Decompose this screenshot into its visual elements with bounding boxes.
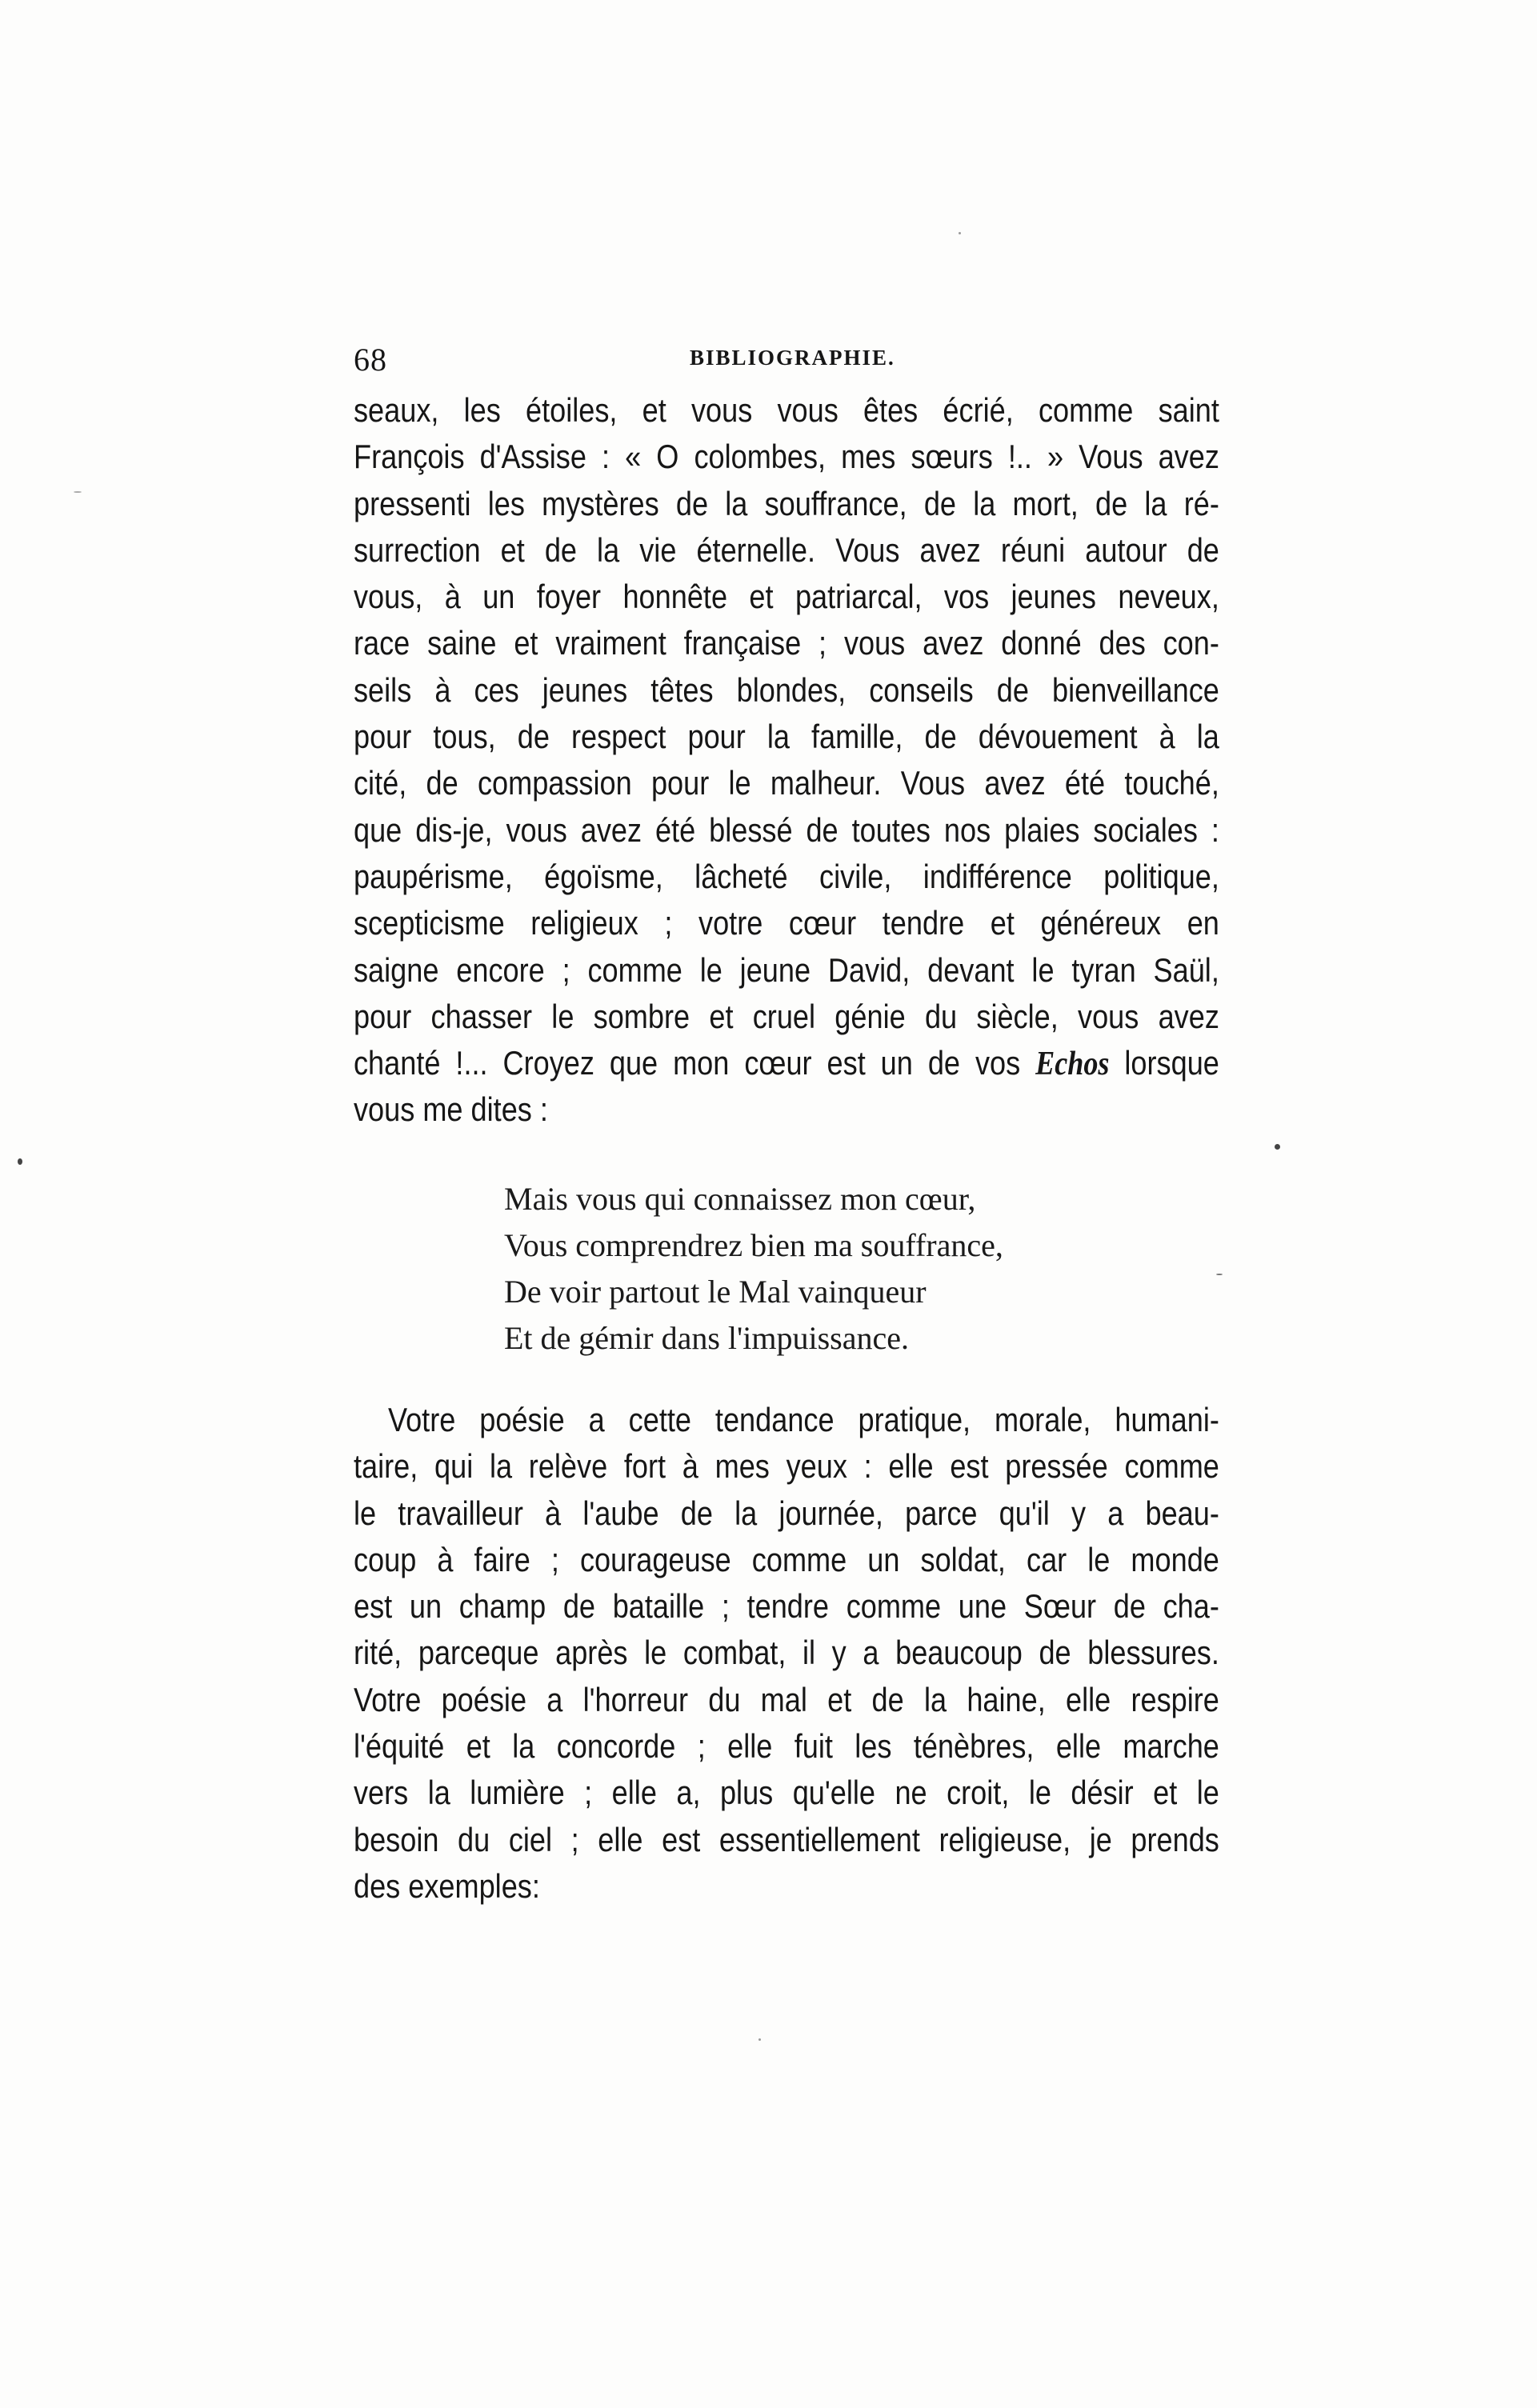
- paragraph-1-last-line: vous me dites :: [354, 1090, 548, 1129]
- paragraph-1-line: pressenti les mystères de la souffrance, de la mort, de la ré-: [354, 484, 1219, 522]
- paragraph-1: [354, 387, 1219, 1134]
- paragraph-2-line: Votre poésie a l'horreur du mal et de la haine, elle respire: [354, 1680, 1219, 1718]
- paragraph-1-line: race saine et vraiment française ; vous avez donné des con-: [354, 624, 1219, 662]
- paragraph-1-line: scepticisme religieux ; votre cœur tendre et généreux en: [354, 904, 1219, 942]
- verse-stanza: [504, 1176, 1003, 1362]
- paragraph-1-line: vous, à un foyer honnête et patriarcal, vos jeunes neveux,: [354, 578, 1219, 616]
- paragraph-2-line: taire, qui la relève fort à mes yeux : elle est pressée comme: [354, 1447, 1219, 1486]
- paragraph-1-line: cité, de compassion pour le malheur. Vous avez été touché,: [354, 764, 1219, 802]
- paragraph-2-line: vers la lumière ; elle a, plus qu'elle ne croit, le désir et le: [354, 1774, 1219, 1812]
- running-head: [354, 334, 1219, 387]
- scan-speck: [758, 2038, 761, 2041]
- main-text-block: [354, 334, 1219, 1134]
- verse-line: Vous comprendrez bien ma souffrance,: [504, 1227, 1003, 1263]
- line-text-before-italic: chanté !... Croyez que mon cœur est un de vos: [354, 1044, 1036, 1082]
- paragraph-1-line: seils à ces jeunes têtes blondes, conseils de bienveillance: [354, 670, 1219, 709]
- paragraph-2-line: Votre poésie a cette tendance pratique, morale, humani-: [388, 1401, 1219, 1438]
- italic-title-echos: Echos: [1035, 1046, 1110, 1083]
- paragraph-2-line: est un champ de bataille ; tendre comme une Sœur de cha-: [354, 1587, 1219, 1626]
- paragraph-2-line: coup à faire ; courageuse comme un soldat, car le monde: [354, 1540, 1219, 1578]
- paragraph-1-line-with-italic: [354, 1040, 1219, 1086]
- paragraph-1-line: seaux, les étoiles, et vous vous êtes écrié, comme saint: [354, 391, 1219, 429]
- verse-line: Mais vous qui connaissez mon cœur,: [504, 1181, 976, 1217]
- verse-line: Et de gémir dans l'impuissance.: [504, 1320, 909, 1356]
- paragraph-1-line: pour tous, de respect pour la famille, de dévouement à la: [354, 718, 1219, 756]
- paragraph-1-line: saigne encore ; comme le jeune David, devant le tyran Saül,: [354, 950, 1219, 989]
- paragraph-2-last-line: des exemples:: [354, 1866, 540, 1905]
- paragraph-1-line: paupérisme, égoïsme, lâcheté civile, indifférence politique,: [354, 857, 1219, 895]
- scan-speck: [1275, 1144, 1280, 1150]
- paragraph-1-line: surrection et de la vie éternelle. Vous avez réuni autour de: [354, 530, 1219, 569]
- scan-speck: [74, 491, 82, 493]
- paragraph-2-line: besoin du ciel ; elle est essentiellement religieuse, je prends: [354, 1820, 1219, 1858]
- line-text-after-italic: lorsque: [1109, 1044, 1219, 1082]
- scan-speck: [1216, 1274, 1223, 1275]
- running-title: BIBLIOGRAPHIE.: [690, 346, 895, 370]
- paragraph-2-line: l'équité et la concorde ; elle fuit les ténèbres, elle marche: [354, 1727, 1219, 1766]
- scan-speck: [959, 232, 961, 234]
- verse-line: De voir partout le Mal vainqueur: [504, 1274, 927, 1310]
- paragraph-1-line: François d'Assise : « O colombes, mes sœurs !.. » Vous avez: [354, 438, 1219, 476]
- paragraph-1-line: que dis-je, vous avez été blessé de toutes nos plaies sociales :: [354, 810, 1219, 849]
- paragraph-2-line: rité, parceque après le combat, il y a beaucoup de blessures.: [354, 1634, 1219, 1672]
- paragraph-2-line: le travailleur à l'aube de la journée, parce qu'il y a beau-: [354, 1494, 1219, 1532]
- scan-speck: [18, 1158, 22, 1165]
- paragraph-2: [354, 1397, 1219, 1910]
- paragraph-1-line: pour chasser le sombre et cruel génie du siècle, vous avez: [354, 997, 1219, 1035]
- page-number: 68: [354, 342, 387, 378]
